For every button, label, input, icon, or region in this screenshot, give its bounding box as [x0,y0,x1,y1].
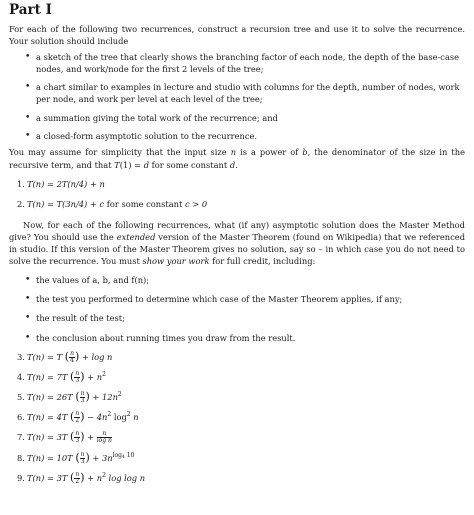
recurrence-item: 2. T(n) = T(3n/4) + c for some constant c > 0 [17,199,208,210]
bullet-icon: • [25,112,31,123]
recurrence-item: 5. T(n) = 26T ( $\frac{n}{3}$ ) + $12n^2$ [17,389,122,404]
recurrence-item: 4. T(n) = 7T ( $\frac{n}{3}$ ) + $n^2$ [17,369,106,384]
recurrence-item: 6. T(n) = 4T ( $\frac{n}{2}$ ) − $4n^2$ $\log^2 n$ [17,409,139,424]
intro-paragraph: For each of the following two recurrences, construct a recursion tree and use it to solve the recurrence. Your solution should include [9,24,465,47]
recurrence-item: 7. T(n) = 3T ( $\frac{n}{3}$ ) + $\frac{n}{\text{log n}}$ [17,429,112,444]
document-page [9,2,465,492]
bullet-icon: • [25,131,31,142]
assumption-paragraph: You may assume for simplicity that the input size n is a power of b, the denominator of the size in the recursive term, and that T(1) = d for some constant d. [9,147,465,170]
recurrence-item: 8. T(n) = 10T ( $\frac{n}{3}$ ) + $3n^{log4 10}$ [17,450,135,465]
part-title: Part I [9,2,52,18]
bullet-icon: • [25,274,31,285]
tree-requirements-list [9,51,465,143]
list-item: • a chart similar to examples in lecture and studio with columns for the depth, number of nodes, work per node, and work per level at each level of the tree; [25,82,460,105]
master-requirements-list [9,274,465,344]
list-item: • the result of the test; [25,313,125,324]
list-item: • a closed-form asymptotic solution to the recurrence. [25,131,258,142]
bullet-icon: • [25,294,31,305]
bullet-icon: • [25,51,31,62]
master-recurrence-list [9,351,465,492]
recurrence-item: 9. T(n) = 3T ( $\frac{n}{2}$ ) + $n^2$ log log n [17,470,146,485]
recurrence-item: 3. T(n) = T ( $\frac{n}{4}$ ) + log n [17,349,113,364]
bullet-icon: • [25,82,31,93]
bullet-icon: • [25,332,31,343]
list-item: • a summation giving the total work of the recurrence; and [25,112,278,123]
tree-recurrence-list [9,178,465,211]
recurrence-item: 1. T(n) = 2T(n/4) + n [17,178,105,189]
list-item: • a sketch of the tree that clearly shows the branching factor of each node, the depth of the base-case nodes, and work/node for the first 2 levels of the tree; [25,51,460,74]
list-item: • the values of a, b, and f(n); [25,274,150,285]
list-item: • the conclusion about running times you draw from the result. [25,332,296,343]
master-paragraph: Now, for each of the following recurrences, what (if any) asymptotic solution does the Master Method give? You should use the extended version of the Master Theorem (found on Wikipedia) that we referenced in studio. If this version of the Master Theorem gives no solution, say so – in which case you do not need to solve the recurrence. You must show your work for full credit, including: [9,219,466,267]
list-item: • the test you performed to determine which case of the Master Theorem applies, if any; [25,294,403,305]
bullet-icon: • [25,313,31,324]
